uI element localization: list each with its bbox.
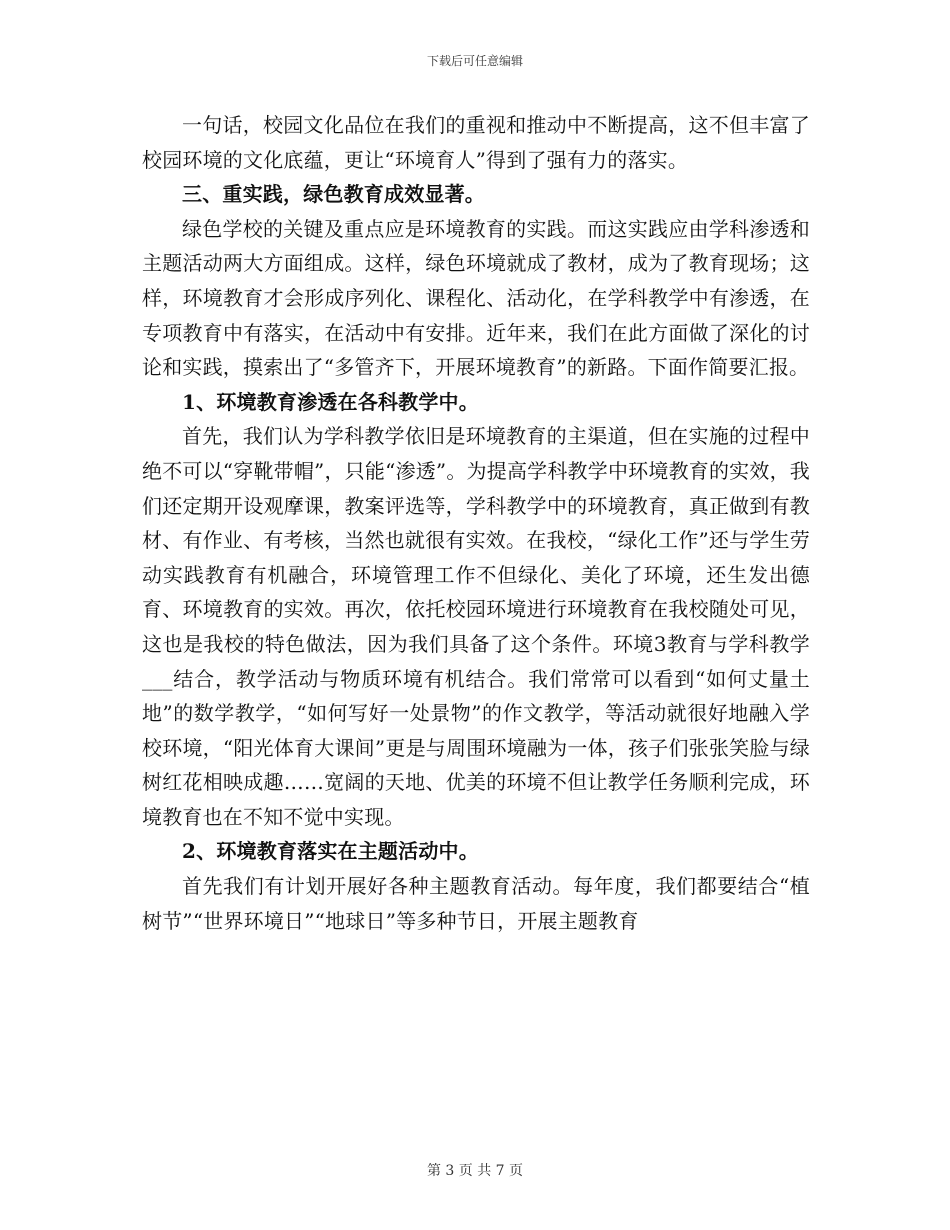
page-number-footer: 第 3 页 共 7 页 (426, 1163, 524, 1179)
paragraph: 首先我们有计划开展好各种主题教育活动。每年度，我们都要结合“植树节”“世界环境日”“地球日”等多种节日，开展主题教育 (142, 874, 810, 933)
paragraph: 绿色学校的关键及重点应是环境教育的实践。而这实践应由学科渗透和主题活动两大方面组成。这样，绿色环境就成了教材，成为了教育现场；这样，环境教育才会形成序列化、课程化、活动化，在学科教学中有渗透，在专项教育中有落实，在活动中有安排。近年来，我们在此方面做了深化的讨论和实践，摸索出了“多管齐下，开展环境教育”的新路。下面作简要汇报。 (142, 216, 810, 380)
subsection-heading: 2、环境教育落实在主题活动中。 (182, 839, 479, 864)
paragraph: 一句话，校园文化品位在我们的重视和推动中不断提高，这不但丰富了校园环境的文化底蕴，更让“环境育人”得到了强有力的落实。 (142, 113, 810, 172)
page-header: 下载后可任意编辑 (426, 54, 523, 68)
section-heading: 三、重实践，绿色教育成效显著。 (182, 182, 485, 207)
subsection-heading: 1、环境教育渗透在各科教学中。 (182, 389, 479, 414)
document-body (142, 108, 810, 938)
paragraph: 首先，我们认为学科教学依旧是环境教育的主渠道，但在实施的过程中绝不可以“穿靴带帽”，只能“渗透”。为提高学科教学中环境教育的实效，我们还定期开设观摩课，教案评选等，学科教学中的环境教育，真正做到有教材、有作业、有考核，当然也就很有实效。在我校，“绿化工作”还与学生劳动实践教育有机融合，环境管理工作不但绿化、美化了环境，还生发出德育、环境教育的实效。再次，依托校园环境进行环境教育在我校随处可见，这也是我校的特色做法，因为我们具备了这个条件。环境3教育与学科教学___结合，教学活动与物质环境有机结合。我们常常可以看到“如何丈量土地”的数学教学，“如何写好一处景物”的作文教学，等活动就很好地融入学校环境，“阳光体育大课间”更是与周围环境融为一体，孩子们张张笑脸与绿树红花相映成趣……宽阔的天地、优美的环境不但让教学任务顺利完成，环境教育也在不知不觉中实现。 (142, 424, 810, 829)
